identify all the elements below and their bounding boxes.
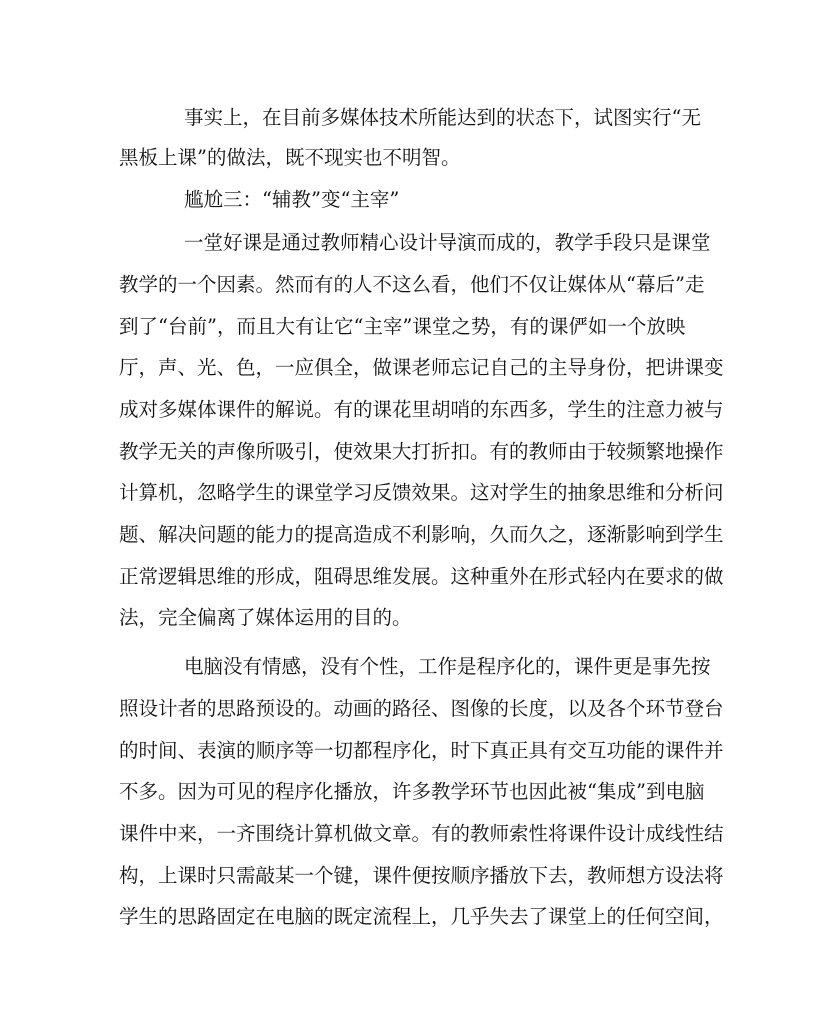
- text-line: 厅，声、光、色，一应俱全，做课老师忘记自己的主导身份，把讲课变: [119, 356, 724, 379]
- text-line: 计算机，忽略学生的课堂学习反馈效果。这对学生的抽象思维和分析问: [119, 481, 724, 504]
- text-line: 学生的思路固定在电脑的既定流程上，几乎失去了课堂上的任何空间，: [119, 905, 724, 928]
- text-line: 的时间、表演的顺序等一切都程序化，时下真正具有交互功能的课件并: [119, 739, 724, 762]
- text-line: 黑板上课”的做法，既不现实也不明智。: [119, 146, 461, 169]
- section-heading: 尴尬三：“辅教”变“主宰”: [184, 188, 400, 211]
- text-line: 一堂好课是通过教师精心设计导演而成的，教学手段只是课堂: [184, 231, 711, 254]
- text-line: 题、解决问题的能力的提高造成不利影响，久而久之，逐渐影响到学生: [119, 523, 724, 546]
- text-line: 照设计者的思路预设的。动画的路径、图像的长度，以及各个环节登台: [119, 697, 724, 720]
- text-line: 不多。因为可见的程序化播放，许多教学环节也因此被“集成”到电脑: [119, 780, 705, 803]
- text-line: 教学的一个因素。然而有的人不这么看，他们不仅让媒体从“幕后”走: [119, 273, 705, 296]
- text-line: 正常逻辑思维的形成，阻碍思维发展。这种重外在形式轻内在要求的做: [119, 565, 724, 588]
- text-line: 到了“台前”，而且大有让它“主宰”课堂之势，有的课俨如一个放映: [119, 315, 686, 338]
- text-line: 构，上课时只需敲某一个键，课件便按顺序播放下去，教师想方设法将: [119, 864, 724, 887]
- text-line: 电脑没有情感，没有个性，工作是程序化的，课件更是事先按: [184, 655, 711, 678]
- text-line: 教学无关的声像所吸引，使效果大打折扣。有的教师由于较频繁地操作: [119, 440, 724, 463]
- text-line: 法，完全偏离了媒体运用的目的。: [119, 606, 412, 629]
- text-line: 课件中来，一齐围绕计算机做文章。有的教师索性将课件设计成线性结: [119, 822, 724, 845]
- text-line: 成对多媒体课件的解说。有的课花里胡哨的东西多，学生的注意力被与: [119, 398, 724, 421]
- text-line: 事实上，在目前多媒体技术所能达到的状态下，试图实行“无: [184, 106, 701, 129]
